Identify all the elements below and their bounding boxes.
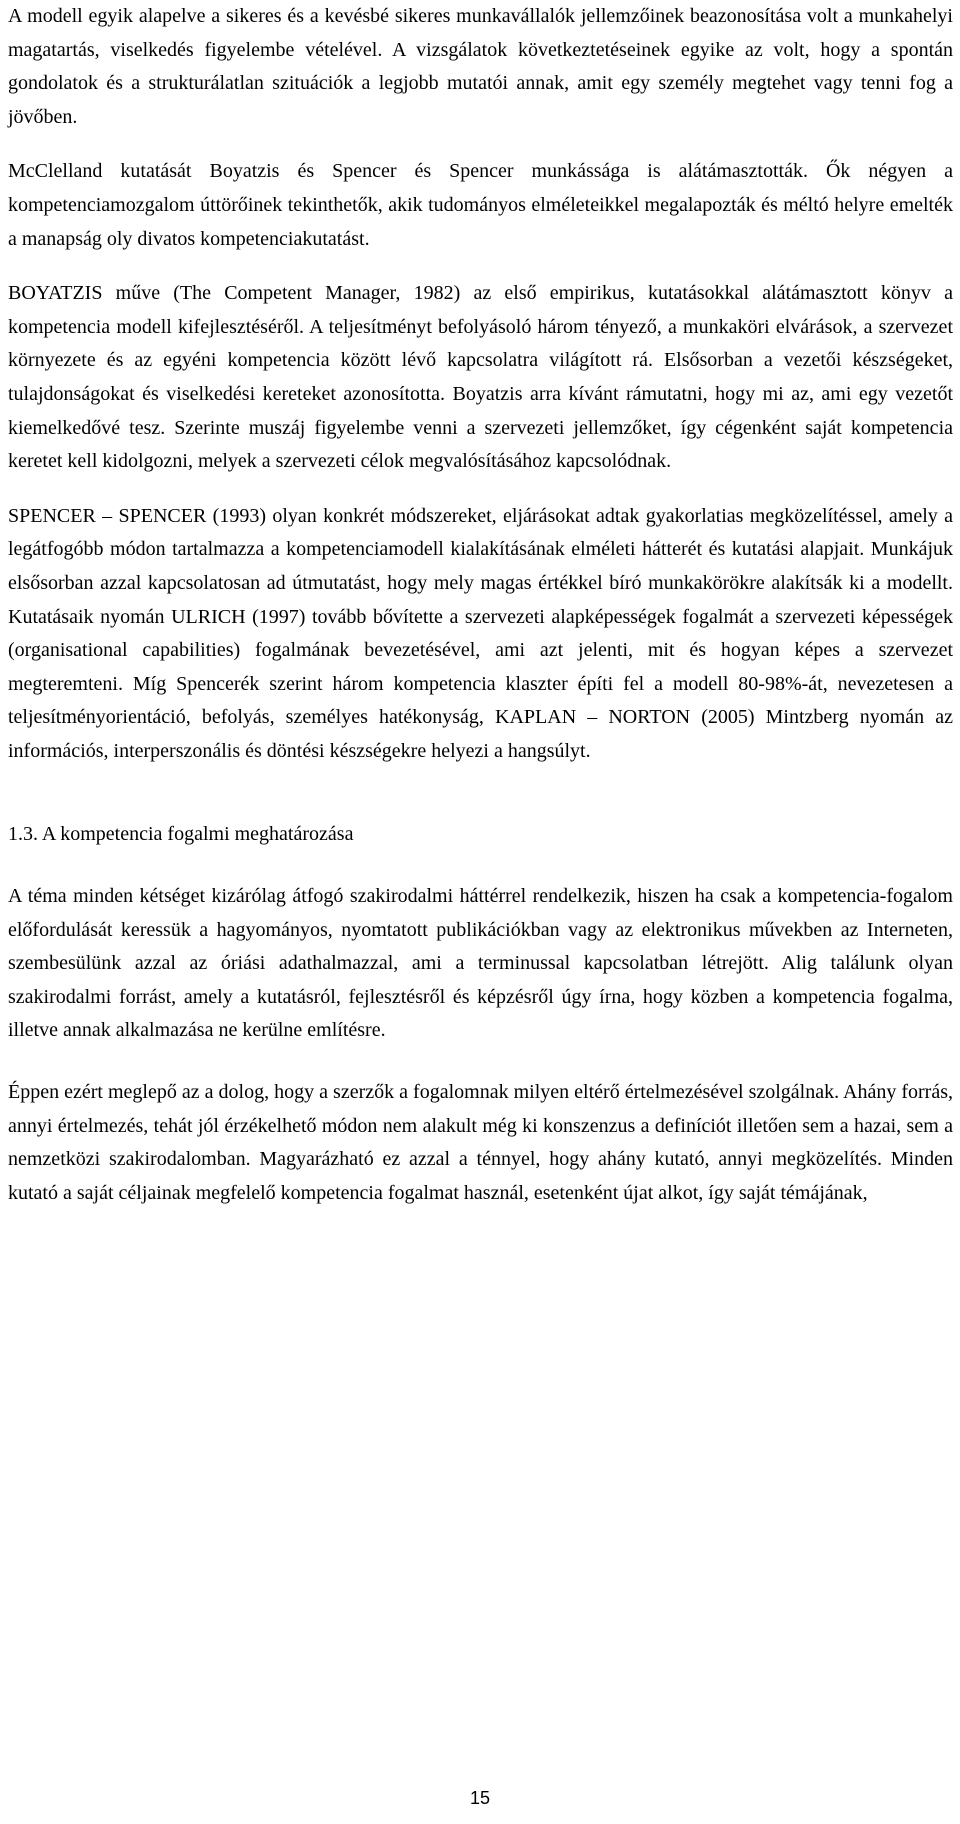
paragraph: A modell egyik alapelve a sikeres és a kevésbé sikeres munkavállalók jellemzőinek beazonosítása volt a munkahelyi magatartás, viselkedés figyelembe vételével. A vizsgálatok következtetéseinek egyike az volt, hogy a spontán gondolatok és a strukturálatlan szituációk a legjobb mutatói annak, amit egy személy megtehet vagy tenni fog a jövőben.	[8, 5, 953, 128]
paragraph-spacer	[8, 134, 953, 155]
document-body	[8, 0, 953, 1210]
section-heading: 1.3. A kompetencia fogalmi meghatározása	[8, 823, 354, 846]
paragraph: McClelland kutatását Boyatzis és Spencer és Spencer munkássága is alátámasztották. Ők négyen a kompetenciamozgalom úttörőinek tekinthetők, akik tudományos elméleteikkel megalapozták és méltó helyre emelték a manapság oly divatos kompetenciakutatást.	[8, 160, 953, 250]
paragraph-spacer	[8, 1048, 953, 1076]
heading-spacer	[8, 852, 953, 880]
page-number: 15	[469, 1788, 491, 1808]
paragraph: SPENCER – SPENCER (1993) olyan konkrét módszereket, eljárásokat adtak gyakorlatias megközelítéssel, amely a legátfogóbb módon tartalmazza a kompetenciamodell kialakításának elméleti hátterét és kutatási alapjait. Munkájuk elsősorban azzal kapcsolatosan ad útmutatást, hogy mely magas értékkel bíró munkakörökre alakítsák ki a modellt. Kutatásaik nyomán ULRICH (1997) tovább bővítette a szervezeti alapképességek fogalmát a szervezeti képességek (organisational capabilities) fogalmának bevezetésével, ami azt jelenti, mit és hogyan képes a szervezet megteremteni. Míg Spencerék szerint három kompetencia klaszter építi fel a modell 80-98%-át, nevezetesen a teljesítményorientáció, befolyás, személyes hatékonyság, KAPLAN – NORTON (2005) Mintzberg nyomán az információs, interperszonális és döntési készségekre helyezi a hangsúlyt.	[8, 504, 953, 762]
paragraph: Éppen ezért meglepő az a dolog, hogy a szerzők a fogalomnak milyen eltérő értelmezésével szolgálnak. Ahány forrás, annyi értelmezés, tehát jól érzékelhető módon nem alakult még ki konszenzus a definíciót illetően sem a hazai, sem a nemzetközi szakirodalomban. Magyarázható ez azzal a ténnyel, hogy ahány kutató, annyi megközelítés. Minden kutató a saját céljainak megfelelő kompetencia fogalmat használ, esetenként újat alkot, így saját témájának,	[8, 1081, 953, 1204]
paragraph: BOYATZIS műve (The Competent Manager, 1982) az első empirikus, kutatásokkal alátámasztott könyv a kompetencia modell kifejlesztéséről. A teljesítményt befolyásoló három tényező, a munkaköri elvárások, a szervezet környezete és az egyéni kompetencia között lévő kapcsolatra világított rá. Elsősorban a vezetői készségeket, tulajdonságokat és viselkedési kereteket azonosította. Boyatzis arra kívánt rámutatni, hogy mi az, ami egy vezetőt kiemelkedővé tesz. Szerinte muszáj figyelembe venni a szervezeti jellemzőket, így cégenként saját kompetencia keretet kell kidolgozni, melyek a szervezeti célok megvalósításához kapcsolódnak.	[8, 282, 953, 473]
paragraph-spacer	[8, 479, 953, 500]
section-spacer	[8, 768, 953, 818]
paragraph-spacer	[8, 256, 953, 277]
paragraph: A téma minden kétséget kizárólag átfogó szakirodalmi háttérrel rendelkezik, hiszen ha csak a kompetencia-fogalom előfordulását keressük a hagyományos, nyomtatott publikációkban vagy az elektronikus művekben az Interneten, szembesülünk azzal az óriási adathalmazzal, ami a terminussal kapcsolatban létrejött. Alig találunk olyan szakirodalmi forrást, amely a kutatásról, fejlesztésről és képzésről úgy írna, hogy közben a kompetencia fogalma, illetve annak alkalmazása ne kerülne említésre.	[8, 885, 953, 1042]
